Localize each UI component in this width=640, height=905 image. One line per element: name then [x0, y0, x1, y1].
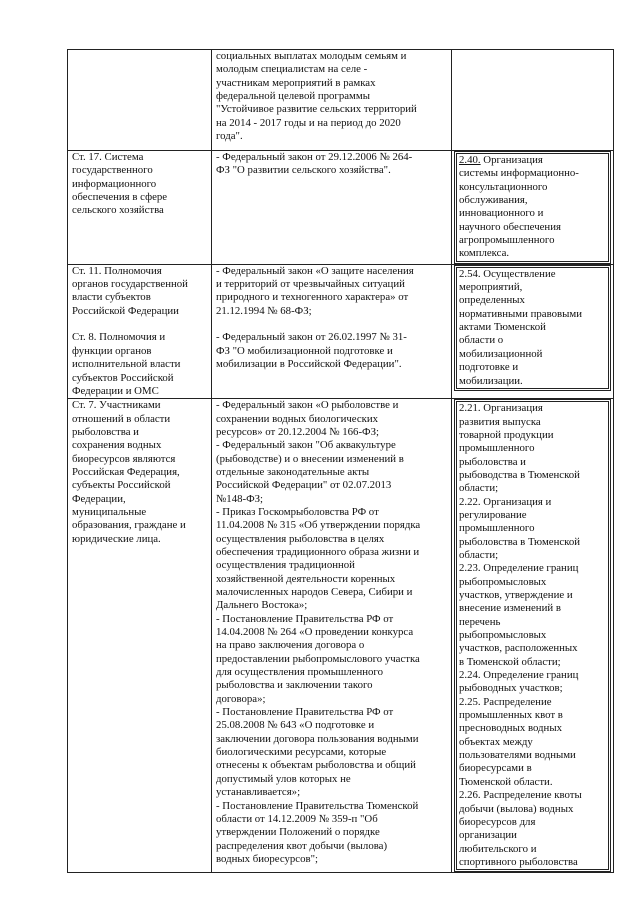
- powers-text: 2.54. Осуществление мероприятий, определенных нормативными правовыми актами Тюменской области о мобилизационной подготовке и мобилизации.: [459, 267, 582, 387]
- powers-box: [454, 151, 611, 264]
- article-cell: [68, 399, 212, 873]
- legal-acts-cell: [212, 264, 452, 398]
- legal-acts-text: - Федеральный закон «О защите населения и территорий от чрезвычайных ситуаций природного и техногенного характера» от 21.12.1994 № 68-ФЗ; - Федеральный закон от 26.02.1997 № 31- ФЗ "О мобилизационной подготовке и мобилизации в Российской Федерации".: [216, 264, 414, 371]
- table-row: [68, 264, 614, 398]
- table-row: [68, 151, 614, 265]
- powers-text: 2.21. Организация развития выпуска товарной продукции промышленного рыболовства и рыбоводства в Тюменской области; 2.22. Организация и регулирование промышленного рыболовства в Тюменской области; 2.23. Определение границ рыбопромысловых участков, утверждение и внесение изменений в перечень рыбопромысловых участков, расположенных в Тюменской области; 2.24. Определение границ рыбоводных участков; 2.25. Распределение промышленных квот в пресноводных водных объектах между пользователями водными биоресурсами в Тюменской области. 2.26. Распределение квоты добычи (вылова) водных биоресурсов для организации любительского и спортивного рыболовства: [459, 402, 582, 868]
- article-text: Ст. 7. Участниками отношений в области рыболовства и сохранения водных биоресурсов являются Российская Федерация, субъекты Российской Федерации, муниципальные образования, граждане и юридические лица.: [72, 399, 186, 545]
- powers-box: [454, 265, 611, 391]
- legal-table: [67, 49, 614, 873]
- powers-text: Организация системы информационно- консультационного обслуживания, инновационного и научного обеспечения агропромышленного комплекса.: [459, 154, 579, 260]
- legal-acts-cell: [212, 50, 452, 151]
- legal-acts-text: - Федеральный закон от 29.12.2006 № 264- ФЗ "О развитии сельского хозяйства".: [216, 151, 413, 177]
- legal-acts-cell: [212, 399, 452, 873]
- article-cell: [68, 264, 212, 398]
- article-cell: [68, 50, 212, 151]
- table-row: [68, 50, 614, 151]
- legal-acts-cell: [212, 151, 452, 265]
- article-text: Ст. 17. Система государственного информационного обеспечения в сфере сельского хозяйства: [72, 151, 168, 217]
- powers-box: [454, 399, 611, 872]
- legal-acts-text: - Федеральный закон «О рыболовстве и сохранении водных биологических ресурсов» от 20.12.2004 № 166-ФЗ; - Федеральный закон "Об аквакультуре (рыбоводстве) и о внесении изменений в отдельные законодательные акты Российской Федерации" от 02.07.2013 №148-ФЗ; - Приказ Госкомрыболовства РФ от 11.04.2008 № 315 «Об утверждении порядка осуществления рыболовства в целях обеспечения традиционного образа жизни и осуществления традиционной хозяйственной деятельности коренных малочисленных народов Севера, Сибири и Дальнего Востока»; - Постановление Правительства РФ от 14.04.2008 № 264 «О проведении конкурса на право заключения договора о предоставлении рыбопромыслового участка для осуществления промышленного рыболовства и заключении такого договора»; - Постановление Правительства РФ от 25.08.2008 № 643 «О подготовке и заключении договора пользования водными биологическими ресурсами, которые отнесены к объектам рыболовства и общий допустимый улов которых не устанавливается»; - Постановление Правительства Тюменской области от 14.12.2009 № 359-п "Об утверждении Положений о порядке распределения квот добычи (вылова) водных биоресурсов";: [216, 399, 421, 865]
- powers-cell: [452, 50, 614, 151]
- table-row: [68, 399, 614, 873]
- legal-acts-text: социальных выплатах молодым семьям и молодым специалистам на селе - участникам мероприятий в рамках федеральной целевой программы "Устойчивое развитие сельских территорий на 2014 - 2017 годы и на период до 2020 года".: [216, 50, 417, 143]
- article-cell: [68, 151, 212, 265]
- powers-cell: [452, 264, 614, 398]
- article-text: Ст. 11. Полномочия органов государственной власти субъектов Российской Федерации Ст. 8. Полномочия и функции органов исполнительной власти субъектов Российской Федерации и ОМС: [72, 264, 188, 397]
- powers-cell: [452, 399, 614, 873]
- powers-cell: [452, 151, 614, 265]
- clause-number: 2.40.: [459, 154, 481, 166]
